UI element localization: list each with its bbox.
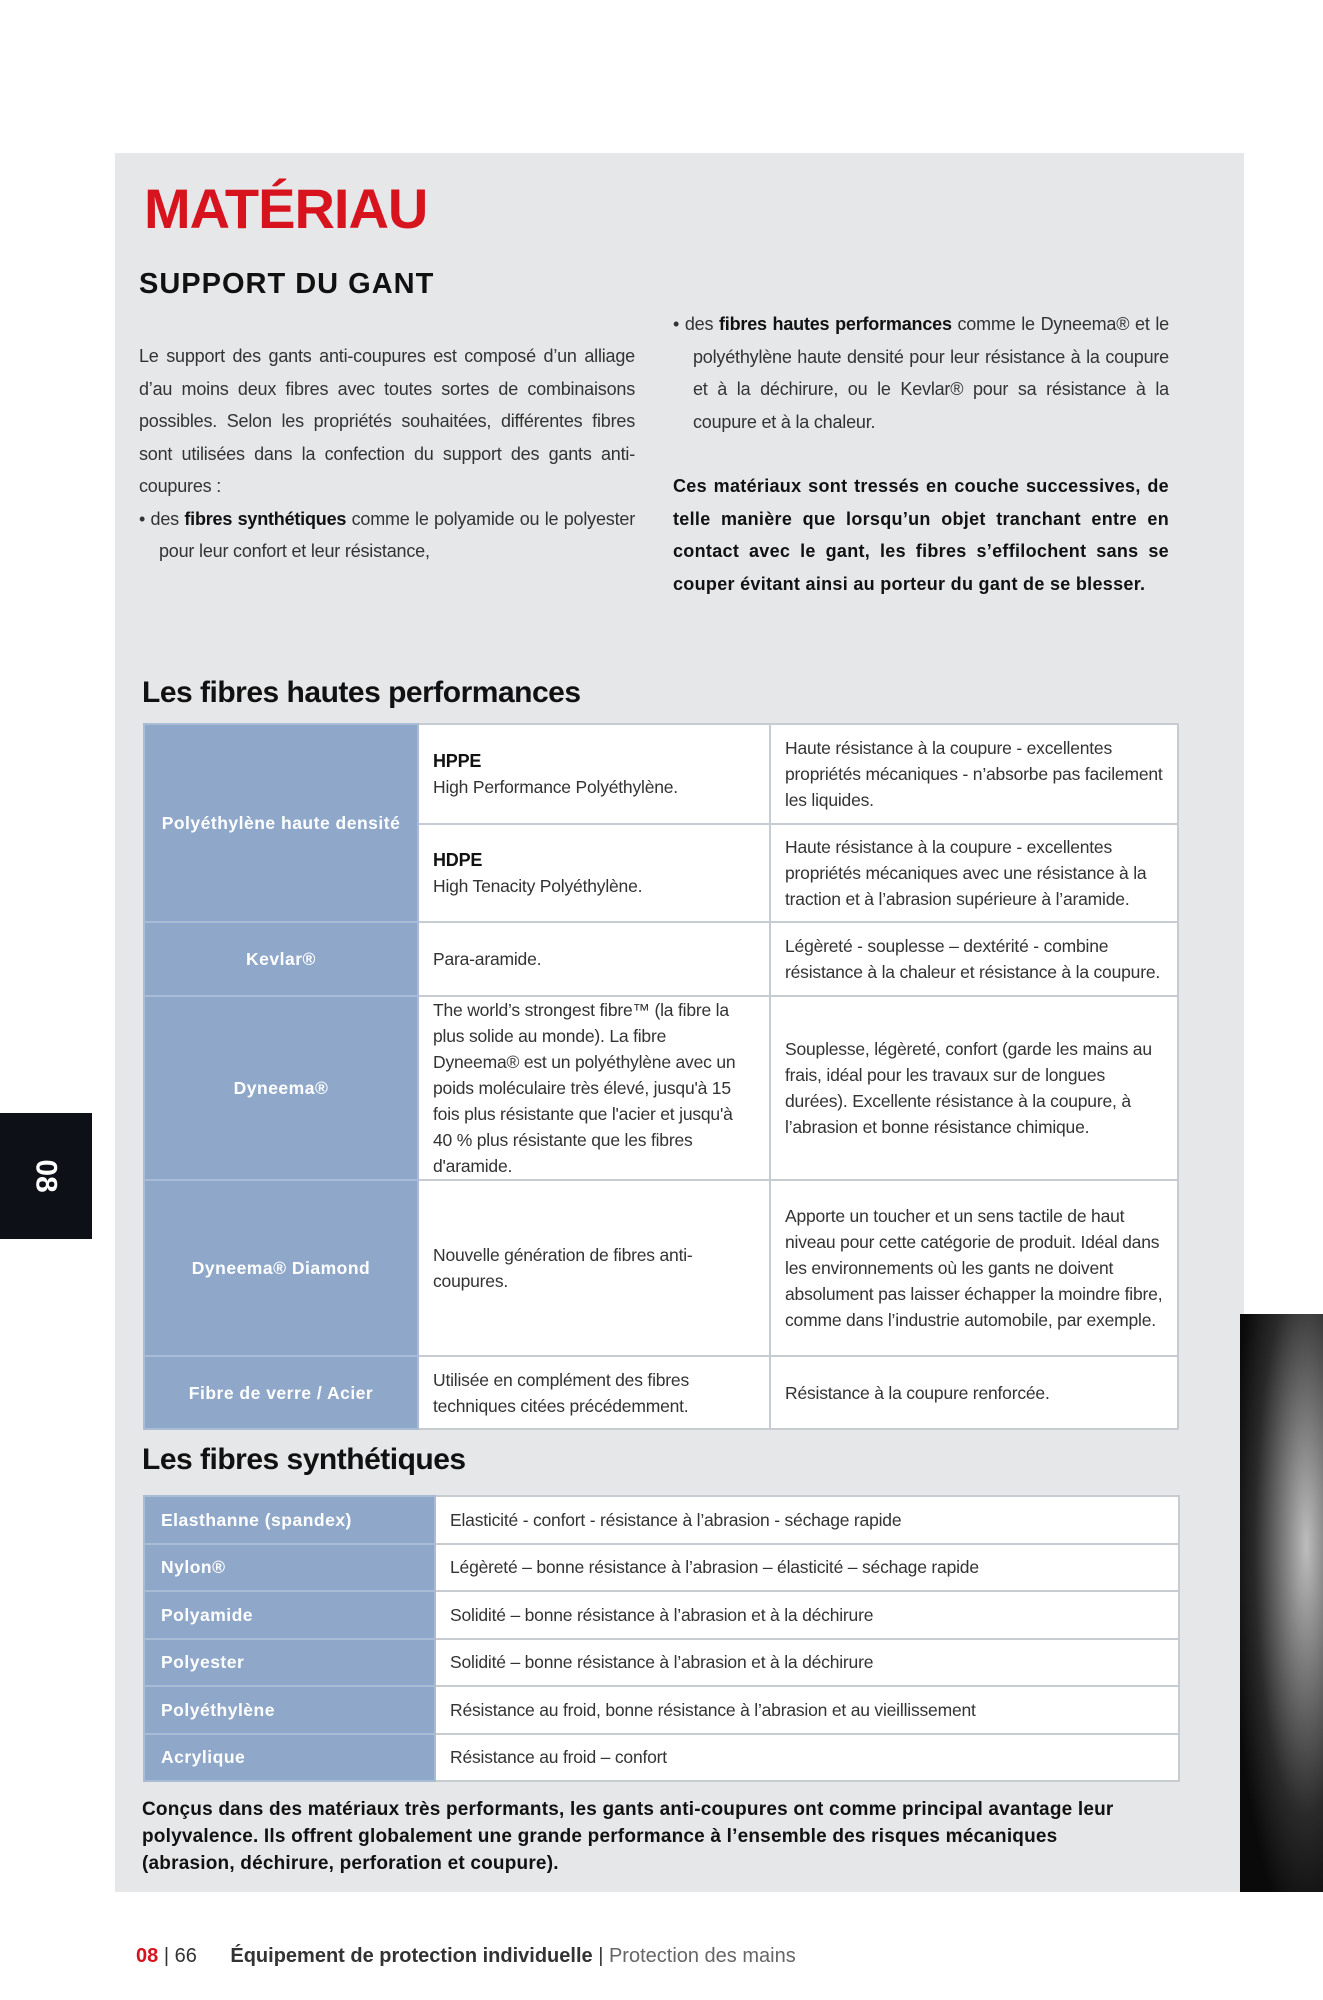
footer-section: Équipement de protection individuelle — [230, 1945, 593, 1967]
fibre-name: Nylon® — [144, 1544, 435, 1592]
synthetic-table — [143, 1495, 1180, 1782]
fibre-name: Dyneema® Diamond — [144, 1180, 418, 1356]
table-row — [144, 1639, 1179, 1687]
synthetic-heading: Les fibres synthétiques — [142, 1443, 466, 1476]
fibre-name: Polyamide — [144, 1591, 435, 1639]
table-row — [144, 1734, 1179, 1782]
fibre-properties: Souplesse, légèreté, confort (garde les mains au frais, idéal pour les travaux sur de longues durées). Excellente résistance à la coupure, à l’abrasion et bonne résistance chimique. — [770, 996, 1178, 1180]
bullet-synthetic: • des fibres synthétiques comme le polyamide ou le polyester pour leur confort et leur résistance, — [139, 508, 635, 561]
table-row — [144, 1180, 1178, 1356]
fibre-properties: Solidité – bonne résistance à l’abrasion et à la déchirure — [435, 1591, 1179, 1639]
footer-chapter: 08 — [136, 1945, 159, 1967]
fibre-properties: Elasticité - confort - résistance à l’abrasion - séchage rapide — [435, 1496, 1179, 1544]
fibre-name: Polyéthylène haute densité — [144, 724, 418, 922]
fibre-description: Nouvelle génération de fibres anti-coupures. — [418, 1180, 770, 1356]
table-row — [144, 1686, 1179, 1734]
fibre-name: Fibre de verre / Acier — [144, 1356, 418, 1429]
high-performance-table — [143, 723, 1179, 1430]
intro-paragraph: Le support des gants anti-coupures est composé d’un alliage d’au moins deux fibres avec toutes sortes de combinaisons possibles. Selon les propriétés souhaitées, différentes fibres sont utilisées dans la confection du support des gants anti-coupures : — [139, 346, 635, 496]
fibre-name: Polyéthylène — [144, 1686, 435, 1734]
intro-right-column — [673, 308, 1169, 600]
fibre-properties: Légèreté – bonne résistance à l’abrasion – élasticité – séchage rapide — [435, 1544, 1179, 1592]
table-row — [144, 1356, 1178, 1429]
fibre-properties: Haute résistance à la coupure - excellentes propriétés mécaniques avec une résistance à la traction et à l’abrasion supérieure à l’aramide. — [770, 824, 1178, 922]
footer-page-number: | 66 — [163, 1945, 197, 1967]
chapter-number: 08 — [30, 1159, 63, 1193]
fibre-properties: Haute résistance à la coupure - excellentes propriétés mécaniques - n’absorbe pas facilement les liquides. — [770, 724, 1178, 824]
fibre-description: High Performance Polyéthylène. — [433, 777, 678, 797]
bullet-high-performance: • des fibres hautes performances comme le Dyneema® et le polyéthylène haute densité pour leur résistance à la coupure et à la déchirure, ou le Kevlar® pour sa résistance à la coupure et à la chaleur. — [673, 314, 1169, 432]
section-title: SUPPORT DU GANT — [139, 268, 435, 300]
table-row — [144, 724, 1178, 824]
table-row — [144, 1496, 1179, 1544]
fibre-code: HPPE — [433, 751, 482, 771]
fibre-properties: Résistance au froid, bonne résistance à l’abrasion et au vieillissement — [435, 1686, 1179, 1734]
fibre-properties: Résistance à la coupure renforcée. — [770, 1356, 1178, 1429]
fibre-name: Dyneema® — [144, 996, 418, 1180]
fibre-description: The world’s strongest fibre™ (la fibre la plus solide au monde). La fibre Dyneema® est un polyéthylène avec un poids moléculaire très élevé, jusqu'à 15 fois plus résistante que l'acier et jusqu'à 40 % plus résistante que les fibres d'aramide. — [418, 996, 770, 1180]
weaving-paragraph: Ces matériaux sont tressés en couche successives, de telle manière que lorsqu’un objet tranchant entre en contact avec le gant, les fibres s’effilochent sans se couper évitant ainsi au porteur du gant de se blesser. — [673, 476, 1169, 594]
intro-left-column — [139, 340, 635, 568]
conclusion-paragraph: Conçus dans des matériaux très performants, les gants anti-coupures ont comme principal avantage leur polyvalence. Ils offrent globalement une grande performance à l’ensemble des risques mécaniques (abrasion, déchirure, perforation et coupure). — [142, 1799, 1114, 1874]
chapter-side-tab — [0, 1113, 92, 1239]
fibre-name: Kevlar® — [144, 922, 418, 996]
fibre-properties: Légèreté - souplesse – dextérité - combine résistance à la chaleur et résistance à la coupure. — [770, 922, 1178, 996]
fibre-name: Elasthanne (spandex) — [144, 1496, 435, 1544]
fibre-name: Polyester — [144, 1639, 435, 1687]
glove-photo — [1240, 1314, 1323, 1892]
fibre-name: Acrylique — [144, 1734, 435, 1782]
fibre-properties: Solidité – bonne résistance à l’abrasion et à la déchirure — [435, 1639, 1179, 1687]
fibre-code: HDPE — [433, 850, 483, 870]
table-row — [144, 1591, 1179, 1639]
page-title: MATÉRIAU — [144, 177, 428, 240]
table-row — [144, 996, 1178, 1180]
table-row — [144, 1544, 1179, 1592]
fibre-description: High Tenacity Polyéthylène. — [433, 876, 643, 896]
footer-subsection: Protection des mains — [608, 1945, 796, 1967]
fibre-properties: Apporte un toucher et un sens tactile de haut niveau pour cette catégorie de produit. Idéal dans les environnements où les gants ne doivent absolument pas laisser échapper la moindre fibre, comme dans l’industrie automobile, par exemple. — [770, 1180, 1178, 1356]
fibre-properties: Résistance au froid – confort — [435, 1734, 1179, 1782]
table-row — [144, 922, 1178, 996]
fibre-description: Para-aramide. — [418, 922, 770, 996]
page-footer — [136, 1945, 796, 1968]
high-performance-heading: Les fibres hautes performances — [142, 676, 581, 709]
fibre-description: Utilisée en complément des fibres techniques citées précédemment. — [418, 1356, 770, 1429]
footer-separator: | — [592, 1945, 609, 1967]
